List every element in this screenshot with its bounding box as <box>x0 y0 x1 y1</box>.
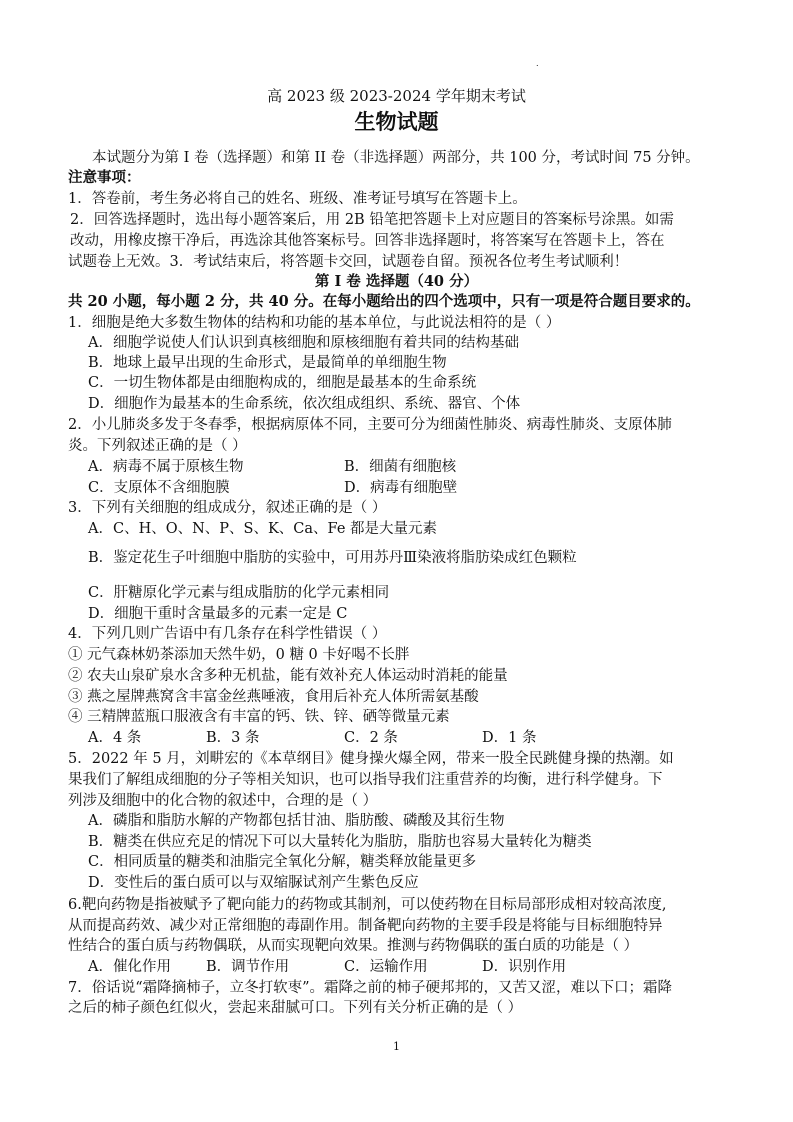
question-2-stem-line-1: 2．小儿肺炎多发于冬春季，根据病原体不同，主要可分为细菌性肺炎、病毒性肺炎、支原体肺 <box>68 417 672 433</box>
question-6-stem-line-3: 性结合的蛋白质与药物偶联，从而实现靶向效果。推测与药物偶联的蛋白质的功能是（ ） <box>68 938 639 954</box>
question-1-option-d: D．细胞作为最基本的生命系统，依次组成组织、系统、器官、个体 <box>88 396 521 412</box>
question-6-option-c: C．运输作用 <box>344 959 428 975</box>
section-1-title: 第 I 卷 选择题（40 分） <box>314 273 479 290</box>
question-4-option-d: D．1 条 <box>482 730 537 746</box>
question-5-stem-line-2: 果我们了解组成细胞的分子等相关知识，也可以指导我们注重营养的均衡，进行科学健身。下 <box>68 772 663 788</box>
question-7-stem-line-1: 7．俗话说“霜降摘柿子，立冬打软枣”。霜降之前的柿子硬邦邦的，又苦又涩，难以下口；霜降 <box>68 980 673 996</box>
exam-title: 高 2023 级 2023-2024 学年期末考试 <box>267 87 526 105</box>
question-3-option-d: D．细胞干重时含量最多的元素一定是 C <box>88 606 348 622</box>
question-1-option-b: B．地球上最早出现的生命形式，是最简单的单细胞生物 <box>88 355 447 371</box>
page-number: 1 <box>393 1040 400 1053</box>
note-2-line-1: 2．回答选择题时，选出每小题答案后，用 2B 铅笔把答题卡上对应题目的答案标号涂黑。如需 <box>70 212 674 228</box>
question-3-option-b: B．鉴定花生子叶细胞中脂肪的实验中，可用苏丹Ⅲ染液将脂肪染成红色颗粒 <box>88 550 577 566</box>
question-6-option-b: B．调节作用 <box>206 959 290 975</box>
question-3-option-c: C．肝糖原化学元素与组成脂肪的化学元素相同 <box>88 585 390 601</box>
question-6-stem-line-1: 6.靶向药物是指被赋予了靶向能力的药物或其制剂，可以使药物在目标局部形成相对较高浓度, <box>68 897 667 913</box>
question-4-stem: 4．下列几则广告语中有几条存在科学性错误（ ） <box>68 626 387 642</box>
question-5-option-a: A．磷脂和脂肪水解的产物都包括甘油、脂肪酸、磷酸及其衍生物 <box>88 813 505 829</box>
notes-heading: 注意事项： <box>68 169 141 186</box>
question-3-option-a: A．C、H、O、N、P、S、K、Ca、Fe 都是大量元素 <box>88 521 438 537</box>
question-4-item-3: ③ 燕之屋牌燕窝含丰富金丝燕唾液，食用后补充人体所需氨基酸 <box>68 689 479 705</box>
question-4-option-b: B．3 条 <box>206 730 260 746</box>
question-1-stem: 1．细胞是绝大多数生物体的结构和功能的基本单位，与此说法相符的是（ ） <box>68 315 561 331</box>
question-1-option-a: A．细胞学说使人们认识到真核细胞和原核细胞有着共同的结构基础 <box>88 335 519 351</box>
question-4-option-a: A．4 条 <box>88 730 142 746</box>
question-5-option-c: C．相同质量的糖类和油脂完全氧化分解，糖类释放能量更多 <box>88 854 477 870</box>
note-2-line-3: 试题卷上无效。3．考试结束后，将答题卡交回，试题卷自留。预祝各位考生考试顺利！ <box>68 254 629 270</box>
question-4-item-2: ② 农夫山泉矿泉水含多种无机盐，能有效补充人体运动时消耗的能量 <box>68 668 508 684</box>
question-2-stem-line-2: 炎。下列叙述正确的是（ ） <box>68 438 247 454</box>
question-2-option-a: A．病毒不属于原核生物 <box>88 459 244 475</box>
question-2-option-c: C．支原体不含细胞膜 <box>88 480 230 496</box>
question-5-stem-line-3: 列涉及细胞中的化合物的叙述中，合理的是（ ） <box>68 793 378 809</box>
corner-mark: . <box>536 59 539 68</box>
question-5-option-b: B．糖类在供应充足的情况下可以大量转化为脂肪，脂肪也容易大量转化为糖类 <box>88 834 592 850</box>
question-4-option-c: C．2 条 <box>344 730 398 746</box>
section-1-instruction: 共 20 小题，每小题 2 分，共 40 分。在每小题给出的四个选项中，只有一项是符合题目要求的。 <box>68 293 700 310</box>
question-6-option-a: A．催化作用 <box>88 959 171 975</box>
question-2-option-b: B．细菌有细胞核 <box>344 459 457 475</box>
note-2-line-2: 改动，用橡皮擦干净后，再选涂其他答案标号。回答非选择题时，将答案写在答题卡上，答在 <box>70 233 665 249</box>
question-4-item-4: ④ 三精牌蓝瓶口服液含有丰富的钙、铁、锌、硒等微量元素 <box>68 709 450 725</box>
question-7-stem-line-2: 之后的柿子颜色红似火，尝起来甜腻可口。下列有关分析正确的是（ ） <box>68 1000 523 1016</box>
intro-line: 本试题分为第 I 卷（选择题）和第 II 卷（非选择题）两部分，共 100 分，考试时间 75 分钟。 <box>92 150 700 166</box>
question-5-stem-line-1: 5．2022 年 5 月，刘畊宏的《本草纲目》健身操火爆全网，带来一股全民跳健身操的热潮。如 <box>68 751 674 767</box>
subject-title: 生物试题 <box>354 109 439 134</box>
question-4-item-1: ① 元气森林奶茶添加天然牛奶，0 糖 0 卡好喝不长胖 <box>68 647 410 663</box>
question-6-option-d: D．识别作用 <box>482 959 567 975</box>
question-6-stem-line-2: 从而提高药效、减少对正常细胞的毒副作用。制备靶向药物的主要手段是将能与目标细胞特异 <box>68 918 663 934</box>
question-2-option-d: D．病毒有细胞壁 <box>344 480 458 496</box>
question-3-stem: 3．下列有关细胞的组成成分，叙述正确的是（ ） <box>68 500 387 516</box>
question-5-option-d: D．变性后的蛋白质可以与双缩脲试剂产生紫色反应 <box>88 875 419 891</box>
note-1: 1．答卷前，考生务必将自己的姓名、班级、准考证号填写在答题卡上。 <box>68 191 527 207</box>
question-1-option-c: C．一切生物体都是由细胞构成的，细胞是最基本的生命系统 <box>88 375 477 391</box>
